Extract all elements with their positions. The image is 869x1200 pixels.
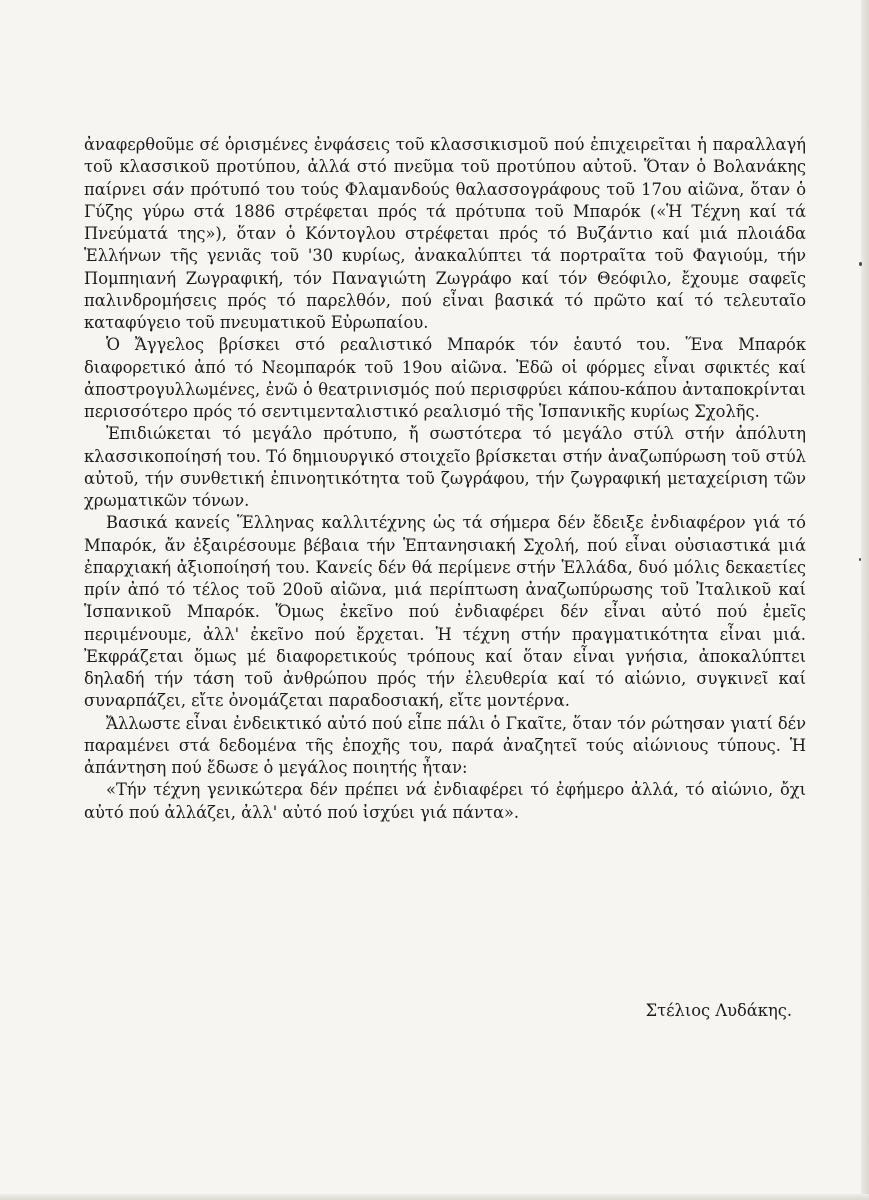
author-signature: Στέλιος Λυδάκης. (645, 1001, 792, 1020)
paragraph-5: Ἄλλωστε εἶναι ἐνδεικτικό αὐτό πού εἶπε πάλι ὁ Γκαῖτε, ὅταν τόν ρώτησαν γιατί δέν παραμένει στά δεδομένα τῆς ἐποχῆς του, παρά ἀναζητεῖ τούς αἰώνιους τύπους. Ἡ ἀπάντηση πού ἔδωσε ὁ μεγάλος ποιητής ἦταν: (84, 713, 806, 777)
paragraph-3: Ἐπιδιώκεται τό μεγάλο πρότυπο, ἤ σωστότερα τό μεγάλο στύλ στήν ἀπόλυτη κλασσικοποίησή του. Τό δημιουργικό στοιχεῖο βρίσκεται στήν ἀναζωπύρωση τοῦ στύλ αὐτοῦ, τήν συνθετική ἐπινοητικότητα τοῦ ζωγράφου, τήν ζωγραφική μεταχείριση τῶν χρωματικῶν τόνων. (84, 424, 806, 510)
article-body (84, 134, 806, 824)
goethe-quote: «Τήν τέχνη γενικώτερα δέν πρέπει νά ἐνδιαφέρει τό ἐφήμερο ἀλλά, τό αἰώνιο, ὄχι αὐτό πού ἀλλάζει, ἀλλ' αὐτό πού ἰσχύει γιά πάντα». (84, 780, 806, 822)
page-edge-shadow (861, 0, 869, 1200)
scan-speck (859, 558, 861, 561)
paragraph-2: Ὁ Ἄγγελος βρίσκει στό ρεαλιστικό Μπαρόκ τόν ἑαυτό του. Ἕνα Μπαρόκ διαφορετικό ἀπό τό Νεομπαρόκ τοῦ 19ου αἰῶνα. Ἐδῶ οἱ φόρμες εἶναι σφικτές καί ἀποστρογυλλωμένες, ἐνῶ ὁ θεατρινισμός πού περισφρύει κάπου-κάπου ἀνταποκρίνται περισσότερο πρός τό σεντιμενταλιστικό ρεαλισμό τῆς Ἱσπανικῆς κυρίως Σχολῆς. (84, 335, 806, 421)
page-bottom-shadow (0, 1194, 869, 1200)
paragraph-4: Βασικά κανείς Ἕλληνας καλλιτέχνης ὡς τά σήμερα δέν ἔδειξε ἐνδιαφέρον γιά τό Μπαρόκ, ἄν ἐξαιρέσουμε βέβαια τήν Ἑπτανησιακή Σχολή, πού εἶναι οὐσιαστικά μιά ἐπαρχιακή ἀξιοποίησή του. Κανείς δέν θά περίμενε στήν Ἑλλάδα, δυό μόλις δεκαετίες πρίν ἀπό τό τέλος τοῦ 20οῦ αἰῶνα, μιά περίπτωση ἀναζωπύρωσης τοῦ Ἰταλικοῦ καί Ἱσπανικοῦ Μπαρόκ. Ὅμως ἐκεῖνο πού ἐνδιαφέρει δέν εἶναι αὐτό πού ἐμεῖς περιμένουμε, ἀλλ' ἐκεῖνο πού ἔρχεται. Ἡ τέχνη στήν πραγματικότητα εἶναι μιά. Ἐκφράζεται ὅμως μέ διαφορετικούς τρόπους καί ὅταν εἶναι γνήσια, ἀποκαλύπτει δηλαδή τήν τάση τοῦ ἀνθρώπου πρός τήν ἐλευθερία καί τό αἰώνιο, συγκινεῖ καί συναρπάζει, εἴτε ὀνομάζεται παραδοσιακή, εἴτε μοντέρνα. (84, 513, 806, 711)
paragraph-1: ἀναφερθοῦμε σέ ὁρισμένες ἐνφάσεις τοῦ κλασσικισμοῦ πού ἐπιχειρεῖται ἡ παραλλαγή τοῦ κλασσικοῦ προτύπου, ἀλλά στό πνεῦμα τοῦ προτύπου αὐτοῦ. Ὅταν ὁ Βολανάκης παίρνει σάν πρότυπό του τούς Φλαμανδούς θαλασσογράφους τοῦ 17ου αἰῶνα, ὅταν ὁ Γύζης γύρω στά 1886 στρέφεται πρός τά πρότυπα τοῦ Μπαρόκ («Ἡ Τέχνη καί τά Πνεύματά της»), ὅταν ὁ Κόντογλου στρέφεται πρός τό Βυζάντιο καί μιά πλοιάδα Ἑλλήνων τῆς γενιᾶς τοῦ '30 κυρίως, ἀνακαλύπτει τά πορτραῖτα τοῦ Φαγιούμ, τήν Πομπηιανή Ζωγραφική, τόν Παναγιώτη Ζωγράφο καί τόν Θεόφιλο, ἔχουμε σαφεῖς παλινδρομήσεις πρός τό παρελθόν, πού εἶναι βασικά τό πρῶτο καί τό τελευταῖο καταφύγειο τοῦ πνευματικοῦ Εὐρωπαίου. (84, 135, 806, 332)
scan-speck (859, 262, 862, 266)
